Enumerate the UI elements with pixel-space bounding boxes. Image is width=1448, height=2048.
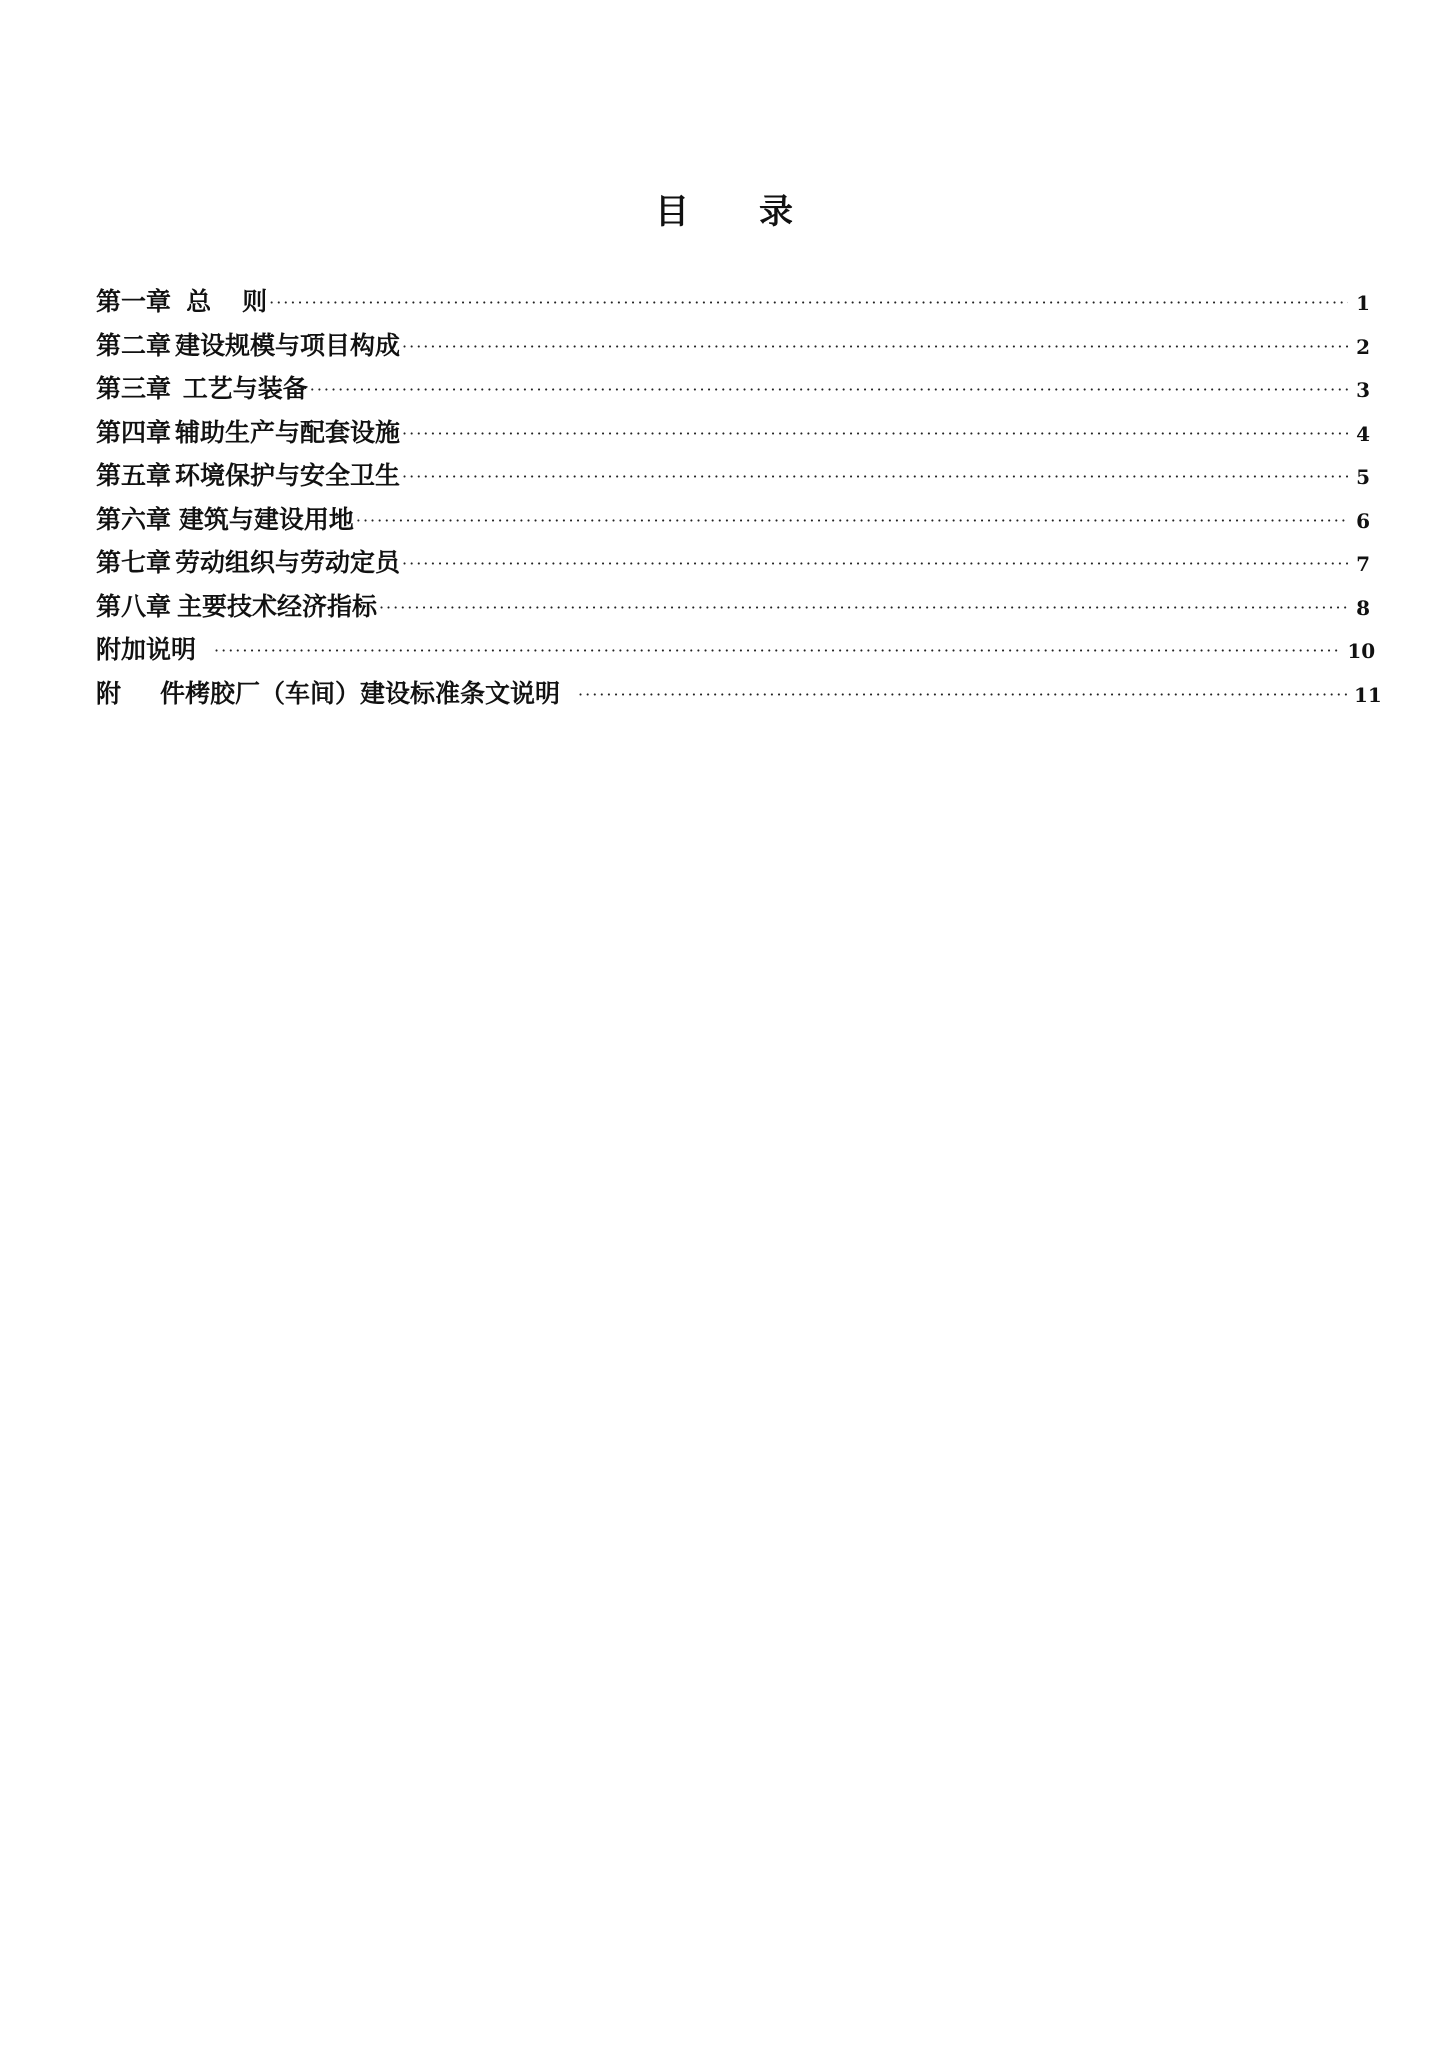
toc-entry-4[interactable] (96, 413, 1370, 457)
toc-entry-3[interactable] (96, 369, 1370, 413)
toc-chapter-label: 第三章 (96, 374, 172, 403)
toc-chapter-label-part2: 件 (160, 678, 186, 708)
toc-page-number: 8 (1356, 595, 1370, 620)
toc-heading-part1: 总 (186, 287, 212, 316)
toc-entry-attachment[interactable] (96, 674, 1382, 718)
toc-dot-leader (379, 598, 1348, 617)
toc-dot-leader (402, 337, 1348, 356)
toc-dot-leader (214, 641, 1341, 660)
toc-chapter-label: 第一章 (96, 287, 172, 316)
toc-heading: 主要技术经济指标 (176, 591, 377, 621)
toc-page-number: 3 (1356, 378, 1370, 402)
table-of-contents (96, 282, 1382, 717)
toc-dot-leader (402, 467, 1348, 486)
toc-page-number: 1 (1356, 291, 1370, 315)
toc-page-number: 2 (1356, 334, 1370, 359)
page-title-part1: 目 (655, 192, 689, 232)
toc-dot-leader (356, 511, 1348, 530)
toc-entry-5[interactable] (96, 456, 1370, 500)
toc-dot-leader (310, 380, 1348, 399)
toc-entry-8[interactable] (96, 587, 1370, 631)
toc-heading: 工艺与装备 (182, 374, 308, 403)
toc-heading: 辅助生产与配套设施 (175, 417, 401, 447)
toc-chapter-label-part1: 附 (96, 678, 122, 708)
toc-heading: 劳动组织与劳动定员 (175, 548, 401, 577)
toc-heading-part2: 则 (242, 287, 268, 316)
toc-entry-appendix-note[interactable] (96, 630, 1376, 674)
toc-page-number: 10 (1347, 639, 1376, 663)
toc-dot-leader (402, 554, 1348, 573)
toc-heading: 附加说明 (96, 635, 197, 664)
toc-chapter-label: 第四章 (96, 417, 172, 447)
toc-heading: 建筑与建设用地 (178, 504, 354, 534)
toc-chapter-label: 第六章 (96, 504, 172, 534)
toc-chapter-label: 第二章 (96, 330, 172, 360)
toc-dot-leader (269, 293, 1348, 312)
toc-entry-7[interactable] (96, 543, 1370, 587)
toc-heading: 建设规模与项目构成 (175, 330, 401, 360)
toc-chapter-label: 第八章 (96, 591, 172, 621)
toc-page-number: 7 (1356, 552, 1370, 576)
toc-entry-1[interactable] (96, 282, 1370, 326)
toc-dot-leader (402, 424, 1348, 443)
toc-heading (186, 282, 267, 318)
toc-entry-6[interactable] (96, 500, 1370, 544)
page-title (0, 184, 1448, 233)
toc-dot-leader (578, 685, 1348, 704)
toc-page-number: 6 (1356, 508, 1370, 533)
toc-heading: 栲胶厂（车间）建设标准条文说明 (185, 678, 561, 708)
toc-chapter-label: 第五章 (96, 461, 172, 490)
page-title-part2: 录 (759, 192, 793, 232)
toc-chapter-label: 第七章 (96, 548, 172, 577)
toc-page-number: 5 (1356, 465, 1370, 489)
toc-heading: 环境保护与安全卫生 (175, 461, 401, 490)
toc-entry-2[interactable] (96, 326, 1370, 370)
toc-chapter-label (96, 674, 185, 710)
toc-page-number: 4 (1356, 421, 1370, 446)
toc-page-number: 11 (1354, 682, 1382, 707)
